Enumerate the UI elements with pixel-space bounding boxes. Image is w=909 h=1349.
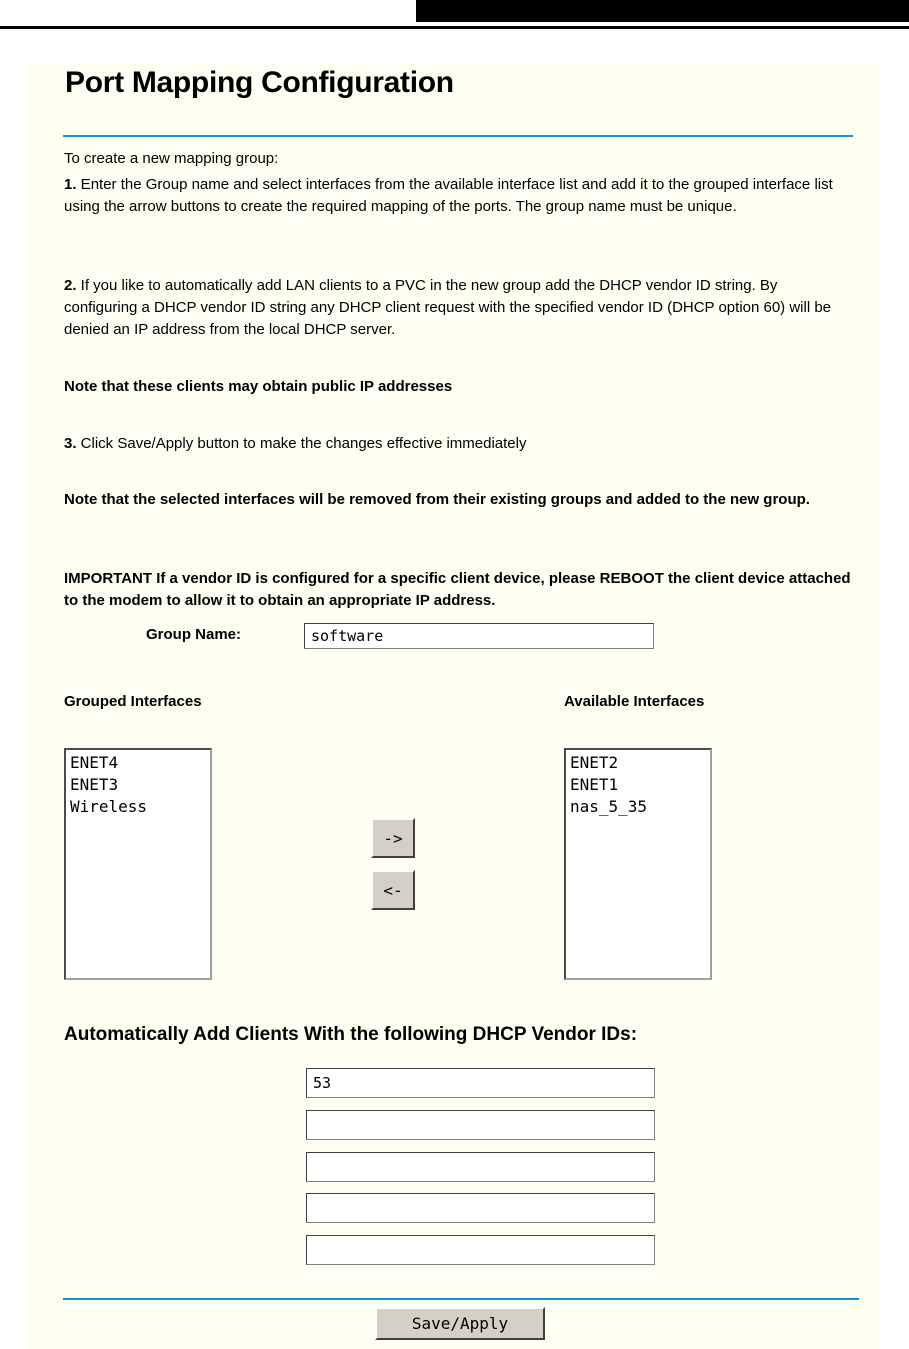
- save-apply-button[interactable]: Save/Apply: [375, 1307, 545, 1340]
- move-to-available-button[interactable]: ->: [371, 818, 415, 858]
- list-item[interactable]: ENET4: [70, 753, 119, 772]
- step-2-text: [64, 275, 854, 341]
- page-title: Port Mapping Configuration: [65, 66, 454, 99]
- step-2-number: 2.: [64, 277, 77, 294]
- step-3-text: [64, 433, 854, 455]
- move-to-grouped-button[interactable]: <-: [371, 870, 415, 910]
- step-1-number: 1.: [64, 176, 77, 193]
- list-item[interactable]: ENET1: [570, 775, 619, 794]
- note-public-ip: Note that these clients may obtain public IP addresses: [64, 378, 453, 395]
- group-name-label: Group Name:: [146, 626, 242, 643]
- step-2-body: If you like to automatically add LAN clients to a PVC in the new group add the DHCP vendor ID string. By configuring a DHCP vendor ID string any DHCP client request with the specified vendor ID (DHCP option 60) will be denied an IP address from the local DHCP server.: [64, 277, 832, 338]
- vendor-id-input-3[interactable]: [306, 1152, 655, 1182]
- step-3-number: 3.: [64, 435, 77, 452]
- step-3-body: Click Save/Apply button to make the changes effective immediately: [76, 435, 527, 452]
- grouped-interfaces-label: Grouped Interfaces: [64, 693, 202, 710]
- intro-text: To create a new mapping group:: [64, 150, 279, 167]
- important-notice: IMPORTANT If a vendor ID is configured for a specific client device, please REBOOT the client device attached to the modem to allow it to obtain an appropriate IP address.: [64, 570, 851, 609]
- vendor-id-input-1[interactable]: 53: [306, 1068, 655, 1098]
- list-item[interactable]: Wireless: [70, 797, 148, 816]
- footer-divider: [63, 1298, 859, 1300]
- vendor-id-input-5[interactable]: [306, 1235, 655, 1265]
- header-rule: [0, 26, 909, 29]
- grouped-interfaces-list[interactable]: [64, 748, 212, 980]
- list-item[interactable]: ENET3: [70, 775, 119, 794]
- note-interfaces-removed: Note that the selected interfaces will be removed from their existing groups and added to the new group.: [64, 491, 810, 508]
- title-divider: [63, 135, 853, 137]
- available-interfaces-label: Available Interfaces: [564, 693, 705, 710]
- group-name-input[interactable]: software: [304, 623, 654, 649]
- vendor-ids-heading: Automatically Add Clients With the following DHCP Vendor IDs:: [64, 1024, 638, 1045]
- header-black-bar: [416, 0, 909, 22]
- available-interfaces-list[interactable]: [564, 748, 712, 980]
- vendor-id-input-4[interactable]: [306, 1193, 655, 1223]
- step-1-body: Enter the Group name and select interfaces from the available interface list and add it to the grouped interface list using the arrow buttons to create the required mapping of the ports. The group name must be unique.: [64, 176, 833, 215]
- list-item[interactable]: ENET2: [570, 753, 619, 772]
- list-item[interactable]: nas_5_35: [570, 797, 648, 816]
- step-1-text: [64, 174, 854, 218]
- vendor-id-input-2[interactable]: [306, 1110, 655, 1140]
